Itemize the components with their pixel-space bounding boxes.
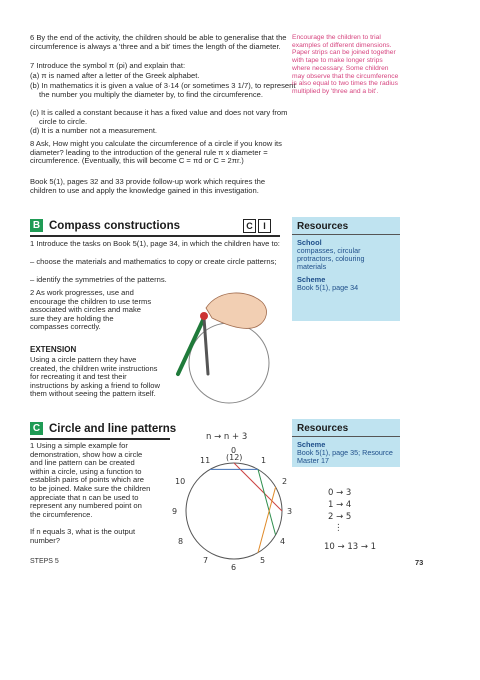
- pair-2-5: 2 → 5: [328, 512, 352, 522]
- point-label-8: 8: [178, 537, 184, 546]
- pair-1-4: 1 → 4: [328, 500, 352, 510]
- point-label-10: 10: [175, 477, 186, 486]
- point-label-6: 6: [231, 563, 237, 572]
- paragraph-8: 8 Ask, How might you calculate the circumference of a circle if you know its diameter? leading to the introduction of the general rule π x diameter = circumference. (Eventually, this will become C = πd or C = 2πr.): [30, 139, 282, 166]
- section-b-point-2: 2 As work progresses, use and encourage the children to use terms associated with circles and make sure they are holding the compasses correctly.: [30, 288, 152, 332]
- resources-b-school-heading: School: [297, 238, 322, 247]
- drawn-circle: [189, 323, 269, 403]
- badge-c: C: [243, 219, 256, 233]
- resources-panel-b: [292, 217, 400, 321]
- circle-line-pattern: [164, 436, 304, 576]
- extension-title: EXTENSION: [30, 345, 77, 354]
- footer-label: STEPS 5: [30, 558, 59, 565]
- circle-point-labels: [172, 446, 292, 572]
- resources-panel-c: [292, 419, 400, 467]
- section-b-heading: [30, 219, 180, 232]
- section-b-bullet-2: – identify the symmetries of the patterns.: [30, 275, 167, 284]
- resources-c-scheme-heading: Scheme: [297, 440, 326, 449]
- point-label-7: 7: [203, 556, 209, 565]
- section-b-point-1: 1 Introduce the tasks on Book 5(1), page 34, in which the children have to:: [30, 239, 280, 248]
- section-c-rule: [30, 438, 170, 440]
- chord-2-5: [258, 487, 276, 553]
- section-b-title: Compass constructions: [49, 219, 180, 232]
- pair-10-13-1: 10 → 13 → 1: [324, 542, 377, 552]
- page-number: 73: [415, 558, 424, 567]
- pattern-circle: [186, 463, 282, 559]
- paragraph-7c: (c) It is called a constant because it has a fixed value and does not vary from circle to circle.: [30, 108, 288, 126]
- compass-hinge: [200, 312, 208, 320]
- section-c-title: Circle and line patterns: [49, 422, 177, 435]
- section-c-question: If n equals 3, what is the output number?: [30, 527, 136, 545]
- compass-leg-pencil: [178, 318, 204, 374]
- point-label-12: (12): [226, 453, 243, 462]
- resources-c-title: Resources: [297, 423, 349, 434]
- paragraph-7-intro: 7 Introduce the symbol π (pi) and explain that:: [30, 61, 186, 70]
- point-label-1: 1: [261, 456, 267, 465]
- point-label-11: 11: [200, 456, 211, 465]
- paragraph-7a: (a) π is named after a letter of the Greek alphabet.: [30, 71, 200, 80]
- point-label-5: 5: [260, 556, 266, 565]
- resources-b-scheme-heading: Scheme: [297, 275, 326, 284]
- badge-i: I: [258, 219, 271, 233]
- paragraph-6: 6 By the end of the activity, the children should be able to generalise that the circumference is always a 'three and a bit' times the length of the diameter.: [30, 33, 287, 51]
- compass-illustration: [164, 278, 294, 408]
- resources-c-scheme-text: Book 5(1), page 35; Resource Master 17: [297, 448, 393, 466]
- section-c-letter: C: [30, 422, 43, 435]
- point-label-9: 9: [172, 507, 178, 516]
- margin-note: Encourage the children to trial examples of different dimensions. Paper strips can be joined together with tape to make longer strips where necessary. Some children may observe that the circumference is also equal to two times the radius multiplied by 'three and a bit'.: [292, 34, 399, 95]
- resources-b-title: Resources: [297, 221, 349, 232]
- extension-text: Using a circle pattern they have created, the children write instructions for recreating it and test their instructions by asking a friend to follow them without seeing the pattern itself.: [30, 355, 161, 399]
- resources-c-rule: [292, 436, 400, 437]
- resources-b-school-text: compasses, circular protractors, colouring materials: [297, 246, 365, 272]
- point-label-0: 0: [231, 446, 237, 455]
- point-label-2: 2: [282, 477, 288, 486]
- book-reference: Book 5(1), pages 32 and 33 provide follow-up work which requires the children to use and apply the knowledge gained in this investigation.: [30, 177, 266, 195]
- pair-0-3: 0 → 3: [328, 488, 352, 498]
- section-b-bullet-1: – choose the materials and mathematics to copy or create circle patterns;: [30, 257, 277, 266]
- section-c-heading: [30, 422, 176, 435]
- section-b-rule: [30, 235, 280, 237]
- document-page: [24, 18, 456, 574]
- compass-leg-point: [204, 318, 208, 374]
- section-b-badges: [243, 219, 271, 233]
- point-label-4: 4: [280, 537, 286, 546]
- pair-ellipsis: ⋮: [334, 523, 343, 533]
- section-b-letter: B: [30, 219, 43, 232]
- section-c-point-1: 1 Using a simple example for demonstration, show how a circle and line pattern can be created within a circle, using a function to establish pairs of points which are to be joined. Make sure the children appreciate that n can be used to represent any numbered point on the circumference.: [30, 441, 151, 519]
- resources-b-rule: [292, 234, 400, 235]
- paragraph-7b: (b) In mathematics it is given a value of 3·14 (or sometimes 3 1/7), to represent the number you multiply the diameter by, to find the circumference.: [30, 81, 296, 99]
- hand-icon: [206, 293, 267, 328]
- function-rule: n → n + 3: [206, 432, 248, 442]
- paragraph-7d: (d) It is a number not a measurement.: [30, 126, 158, 135]
- resources-b-scheme-text: Book 5(1), page 34: [297, 283, 359, 292]
- point-label-3: 3: [287, 507, 293, 516]
